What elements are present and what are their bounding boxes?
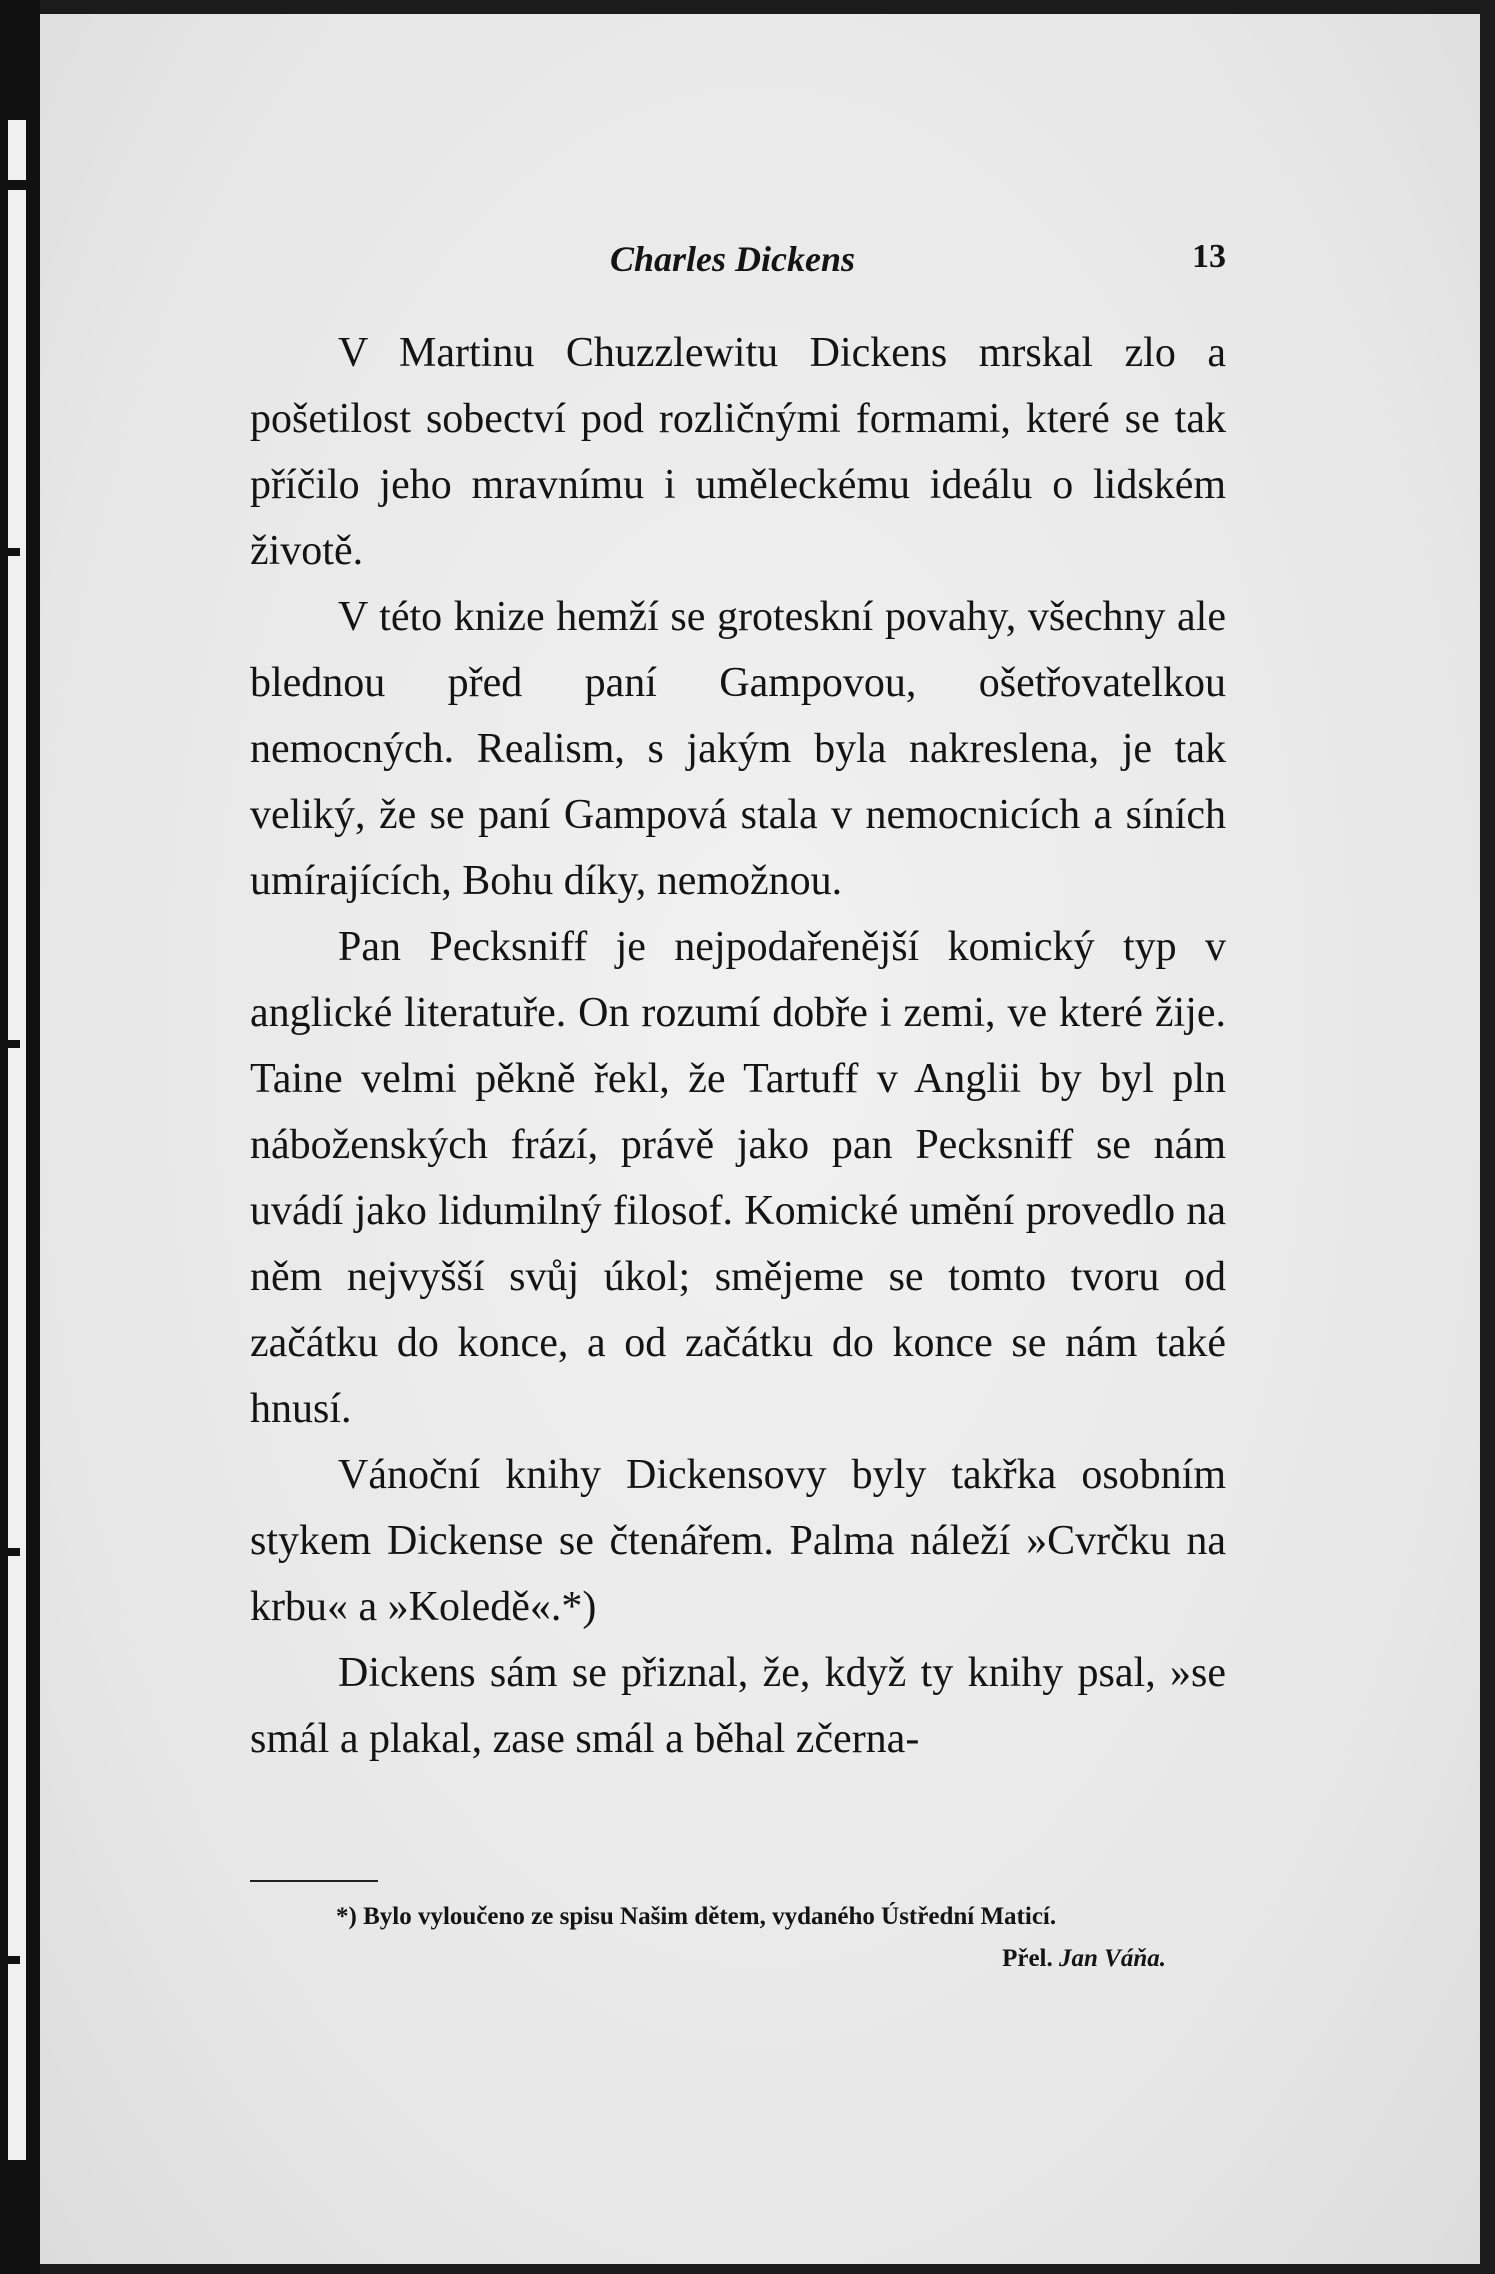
paragraph: Vánoční knihy Dickensovy byly takřka osobním stykem Dickense se čtenářem. Palma náleží »Cvrčku na krbu« a »Koledě«.*) (250, 1452, 1226, 1630)
page-number: 13 (1192, 238, 1226, 275)
scan-gutter (0, 0, 40, 2274)
translator-name: Jan Váňa. (1059, 1945, 1166, 1972)
footnote-rule (250, 1880, 378, 1882)
body-text (250, 320, 1226, 1772)
binding-mark (0, 1548, 20, 1556)
binding-mark (0, 548, 20, 556)
page-header (250, 238, 1226, 288)
binding-edge (8, 120, 26, 2160)
binding-mark (0, 1956, 20, 1964)
binding-mark (0, 180, 26, 190)
paragraph: V Martinu Chuzzlewitu Dickens mrskal zlo a pošetilost sobectví pod rozličnými formami, které se tak příčilo jeho mravnímu i uměleckému ideálu o lidském životě. (250, 330, 1226, 574)
footnote-text: *) Bylo vyloučeno ze spisu Našim dětem, vydaného Ústřední Maticí. (336, 1903, 1057, 1930)
paragraph: Dickens sám se přiznal, že, když ty knihy psal, »se smál a plakal, zase smál a běhal zčerna- (250, 1650, 1226, 1762)
running-title: Charles Dickens (610, 239, 856, 279)
translator-note (250, 1938, 1226, 1980)
paragraph: Pan Pecksniff je nejpodařenější komický typ v anglické literatuře. On rozumí dobře i zemi, ve které žije. Taine velmi pěkně řekl, že Tartuff v Anglii by byl pln náboženských frází, právě jako pan Pecksniff se nám uvádí jako lidumilný filosof. Komické umění provedlo na něm nejvyšší svůj úkol; smějeme se tomto tvoru od začátku do konce, a od začátku do konce se nám také hnusí. (250, 924, 1226, 1432)
translator-prefix: Přel. (1002, 1945, 1053, 1972)
binding-mark (0, 1040, 20, 1048)
footnote (250, 1896, 1226, 1980)
paragraph: V této knize hemží se groteskní povahy, všechny ale blednou před paní Gampovou, ošetřovatelkou nemocných. Realism, s jakým byla nakreslena, je tak veliký, že se paní Gampová stala v nemocnicích a síních umírajících, Bohu díky, nemožnou. (250, 594, 1226, 904)
